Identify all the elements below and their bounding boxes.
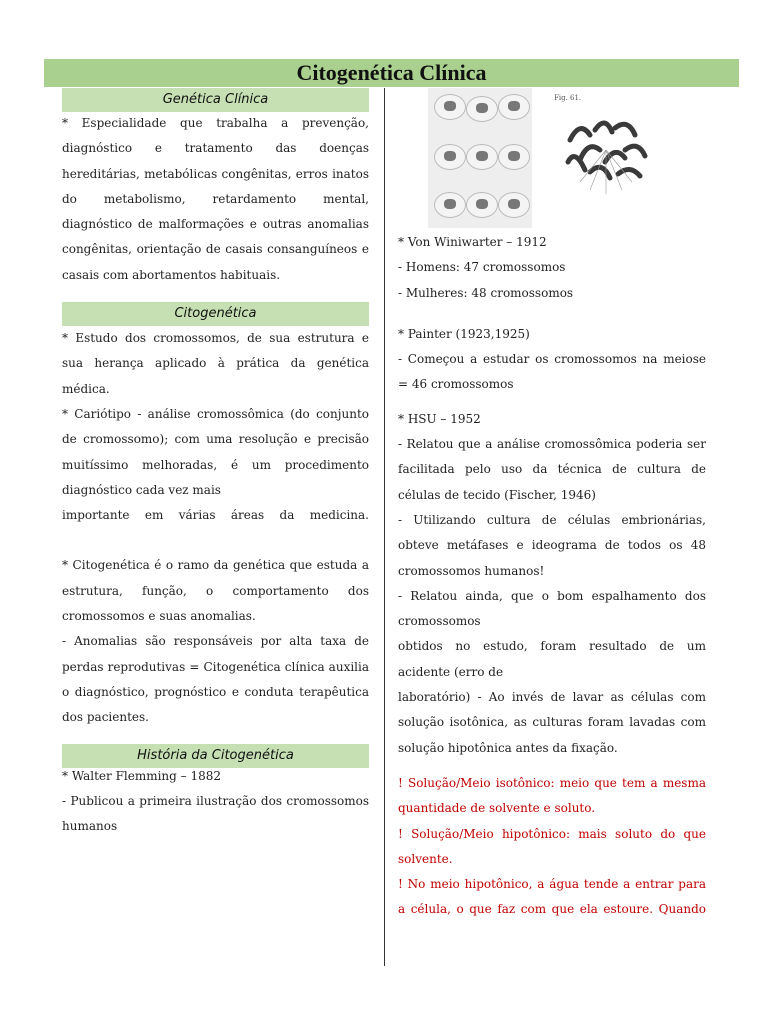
paragraph: * Painter (1923,1925) [398, 326, 530, 341]
paragraph: - Relatou ainda, que o bom espalhamento dos cromossomos [398, 588, 706, 629]
paragraph: * HSU – 1952 [398, 411, 481, 426]
paragraph: * Estudo dos cromossomos, de sua estrutura e sua herança aplicado à prática da genética médica. [62, 331, 369, 396]
paragraph: - Começou a estudar os cromossomos na meiose = 46 cromossomos [398, 352, 706, 392]
paragraph: - Anomalias são responsáveis por alta taxa de perdas reprodutivas = Citogenética clínica auxilia o diagnóstico, prognóstico e conduta terapêutica dos pacientes. [62, 634, 369, 725]
paragraph: laboratório) - Ao invés de lavar as células com solução isotônica, as culturas foram lavadas com solução hipotônica antes da fixação. [398, 690, 706, 755]
left-column [62, 88, 369, 839]
paragraph: * Especialidade que trabalha a prevenção, diagnóstico e tratamento das doenças hereditárias, metabólicas congênitas, erros inatos do metabolismo, retardamento mental, diagnóstico de malformações e outras anomalias congênitas, orientação de casais consanguíneos e casais com abortamentos habituais. [62, 116, 369, 282]
note-red: ! Solução/Meio hipotônico: mais soluto do que solvente. [398, 826, 706, 866]
paragraph: * Von Winiwarter – 1912 [398, 235, 547, 249]
paragraph: obtidos no estudo, foram resultado de um acidente (erro de [398, 639, 706, 679]
paragraph: - Publicou a primeira ilustração dos cromossomos humanos [62, 793, 369, 834]
column-divider [384, 88, 385, 966]
right-column [398, 88, 706, 923]
note-red: ! Solução/Meio isotônico: meio que tem a mesma quantidade de solvente e soluto. [398, 775, 706, 816]
section-heading-genetica-clinica: Genética Clínica [62, 88, 369, 112]
paragraph: importante em várias áreas da medicina. [62, 508, 369, 523]
cell-division-illustration [428, 88, 532, 228]
figure-row [398, 88, 706, 230]
paragraph: - Utilizando cultura de células embrionárias, obteve metáfases e ideograma de todos os 48 cromossomos humanos! [398, 512, 706, 578]
chromosome-drawing-illustration [550, 90, 662, 202]
paragraph: * Walter Flemming – 1882 [62, 768, 222, 783]
paragraph: - Mulheres: 48 cromossomos [398, 285, 574, 300]
paragraph: - Relatou que a análise cromossômica poderia ser facilitada pelo uso da técnica de cultura de células de tecido (Fischer, 1946) [398, 437, 706, 502]
paragraph: * Cariótipo - análise cromossômica (do conjunto de cromossomo); com uma resolução e precisão muitíssimo melhoradas, é um procedimento diagnóstico cada vez mais [62, 406, 369, 497]
page-title: Citogenética Clínica [44, 59, 739, 87]
note-red: ! No meio hipotônico, a água tende a entrar para a célula, o que faz com que ela estoure. Quando [398, 877, 706, 917]
section-heading-historia: História da Citogenética [62, 744, 369, 768]
paragraph: - Homens: 47 cromossomos [398, 260, 566, 275]
paragraph: * Citogenética é o ramo da genética que estuda a estrutura, função, o comportamento dos cromossomos e suas anomalias. [62, 558, 369, 624]
section-heading-citogenetica: Citogenética [62, 302, 369, 326]
figure-label: Fig. 61. [554, 94, 582, 102]
